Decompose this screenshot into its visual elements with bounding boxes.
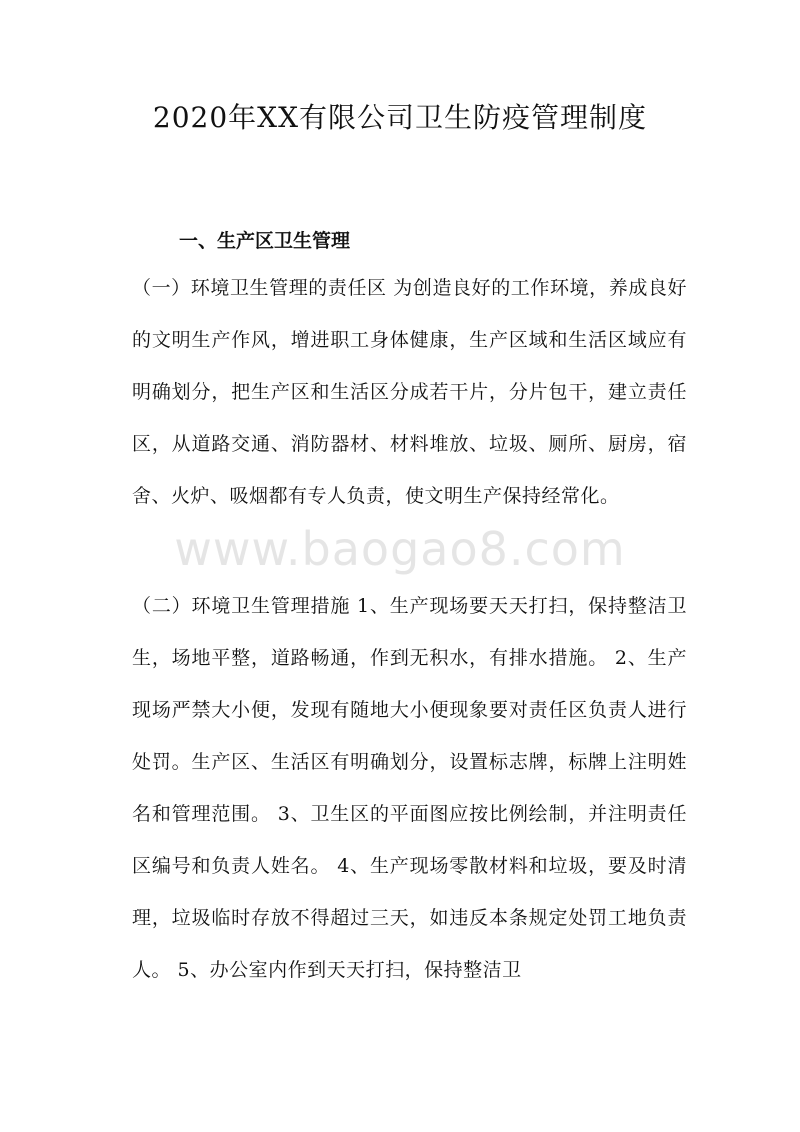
section-heading: 一、生产区卫生管理 (179, 230, 351, 252)
watermark: www.baogao8.com (174, 522, 626, 576)
paragraph-environment-measures: （二）环境卫生管理措施 1、生产现场要天天打扫，保持整洁卫生，场地平整，道路畅通，作到无积水，有排水措施。 2、生产现场严禁大小便，发现有随地大小便现象要对责任区负责人进行处罚。生产区、生活区有明确划分，设置标志牌，标牌上注明姓名和管理范围。 3、卫生区的平面图应按比例绘制，并注明责任区编号和负责人姓名。 4、生产现场零散材料和垃圾，要及时清理，垃圾临时存放不得超过三天，如违反本条规定处罚工地负责人。 5、办公室内作到天天打扫，保持整洁卫 (132, 595, 687, 981)
document-title: 2020年XX有限公司卫生防疫管理制度 (152, 101, 648, 134)
paragraph-environment-responsibility: （一）环境卫生管理的责任区 为创造良好的工作环境，养成良好的文明生产作风，增进职工身体健康，生产区域和生活区域应有明确划分，把生产区和生活区分成若干片，分片包干，建立责任区，从道路交通、消防器材、材料堆放、垃圾、厕所、厨房，宿舍、火炉、吸烟都有专人负责，使文明生产保持经常化。 (132, 277, 687, 507)
